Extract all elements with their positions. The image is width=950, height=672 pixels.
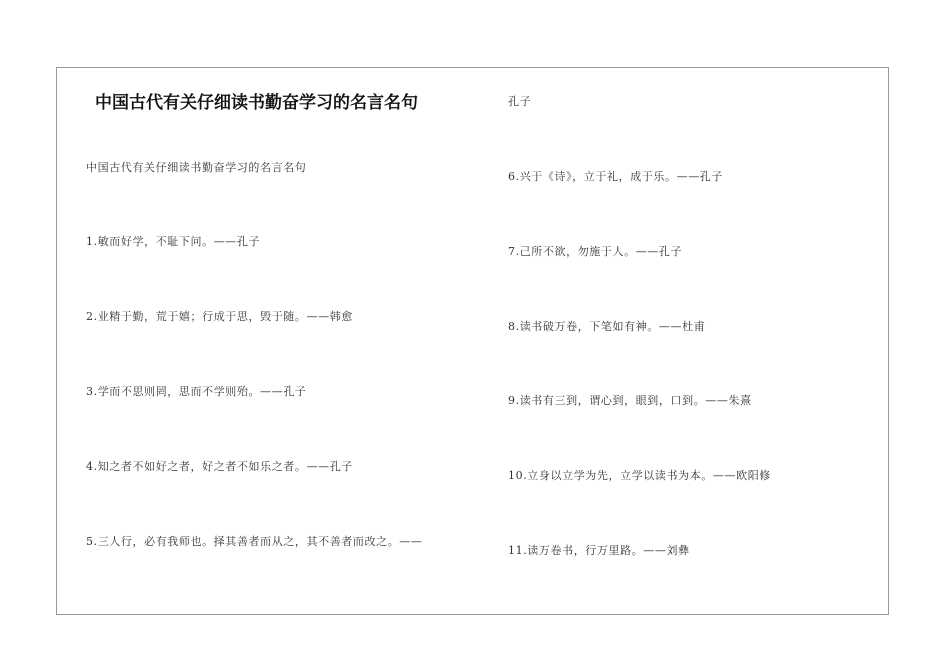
quote-3: 3.学而不思则罔，思而不学则殆。——孔子 bbox=[86, 385, 307, 398]
quote-5: 5.三人行，必有我师也。择其善者而从之，其不善者而改之。—— bbox=[86, 535, 423, 548]
document-title: 中国古代有关仔细读书勤奋学习的名言名句 bbox=[95, 93, 418, 113]
subtitle-line: 中国古代有关仔细读书勤奋学习的名言名句 bbox=[86, 161, 307, 174]
quote-9: 9.读书有三到，谓心到，眼到，口到。——朱熹 bbox=[508, 394, 752, 407]
quote-4: 4.知之者不如好之者，好之者不如乐之者。——孔子 bbox=[86, 460, 353, 473]
quote-11: 11.读万卷书，行万里路。——刘彝 bbox=[508, 544, 690, 557]
quote-2: 2.业精于勤，荒于嬉；行成于思，毁于随。——韩愈 bbox=[86, 310, 353, 323]
quote-10: 10.立身以立学为先，立学以读书为本。——欧阳修 bbox=[508, 469, 771, 482]
quote-5-continuation: 孔子 bbox=[508, 95, 532, 108]
quote-8: 8.读书破万卷，下笔如有神。——杜甫 bbox=[508, 320, 706, 333]
quote-7: 7.己所不欲，勿施于人。——孔子 bbox=[508, 245, 683, 258]
quote-1: 1.敏而好学，不耻下问。——孔子 bbox=[86, 235, 261, 248]
quote-6: 6.兴于《诗》，立于礼，成于乐。——孔子 bbox=[508, 170, 723, 183]
